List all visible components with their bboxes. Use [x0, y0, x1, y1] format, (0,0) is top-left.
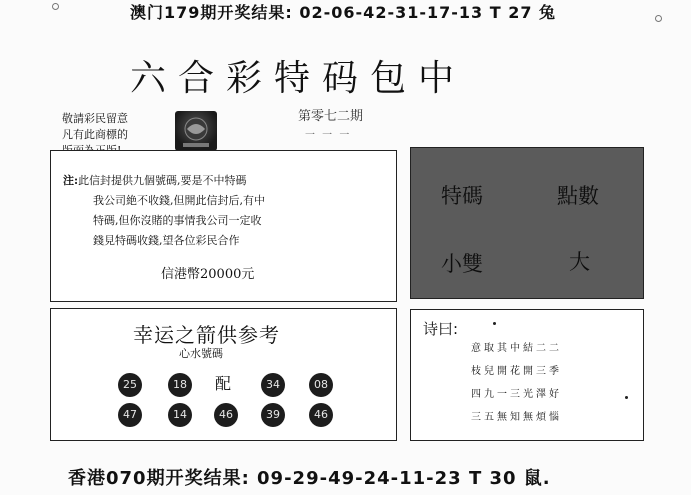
- issue-number: 第零七二期: [298, 109, 364, 124]
- deposit-amount: 信港幣20000元: [161, 267, 255, 282]
- notice-prefix: 注:: [63, 174, 79, 187]
- hk-result-banner: 香港070期开奖结果: 09-29-49-24-11-23 T 30 鼠.: [68, 468, 551, 489]
- poem-box: [410, 309, 644, 441]
- poem-line: 四九一三光澤好: [471, 389, 562, 400]
- corner-dot: [655, 15, 662, 22]
- number-ball: 46: [214, 403, 238, 427]
- envelope-notice-box: [50, 150, 397, 302]
- notice-line: 凡有此商標的: [62, 128, 128, 141]
- da-label: 大: [569, 250, 590, 274]
- tema-label: 特碼: [441, 184, 483, 208]
- lucky-arrow-box: [50, 308, 397, 441]
- poem-line: 枝兒開花開三季: [471, 366, 562, 377]
- macau-result-banner: 澳门179期开奖结果: 02-06-42-31-17-13 T 27 兔: [130, 3, 557, 22]
- lucky-arrow-subtitle: 心水號碼: [179, 347, 223, 360]
- page-title: 六合彩特码包中: [130, 58, 467, 99]
- number-ball: 18: [168, 373, 192, 397]
- corner-dot: [52, 3, 59, 10]
- trademark-logo-icon: [175, 111, 217, 151]
- envelope-notice-text: [63, 171, 389, 251]
- xiaoshuang-label: 小雙: [441, 252, 483, 276]
- number-ball: 39: [261, 403, 285, 427]
- speck: [493, 322, 496, 325]
- number-ball: 08: [309, 373, 333, 397]
- number-ball: 25: [118, 373, 142, 397]
- issue-scribble: 一 一 一: [305, 130, 352, 141]
- poem-line: 三五無知無煩惱: [471, 412, 562, 423]
- notice-line-2: 我公司絶不收錢,但開此信封后,有中: [93, 194, 265, 207]
- trademark-logo: [175, 111, 217, 151]
- number-ball: 34: [261, 373, 285, 397]
- notice-line: 敬請彩民留意: [62, 112, 128, 125]
- notice-line-4: 錢見特碼收錢,望各位彩民合作: [93, 234, 240, 247]
- poem-line: 意取其中結二二: [471, 343, 562, 354]
- number-ball: 47: [118, 403, 142, 427]
- lucky-arrow-title: 幸运之箭供参考: [133, 323, 280, 347]
- notice-text: 此信封提供九個號碼,要是不中特碼: [78, 174, 247, 187]
- number-ball: 14: [168, 403, 192, 427]
- notice-line-1: [63, 171, 389, 191]
- number-ball: 46: [309, 403, 333, 427]
- special-code-box: [410, 147, 644, 299]
- poem-label: 诗曰:: [423, 320, 459, 338]
- pei-label: 配: [215, 374, 232, 393]
- dianshu-label: 點數: [557, 184, 599, 208]
- speck: [625, 396, 628, 399]
- notice-line-3: 特碼,但你沒賭的事情我公司一定收: [93, 214, 262, 227]
